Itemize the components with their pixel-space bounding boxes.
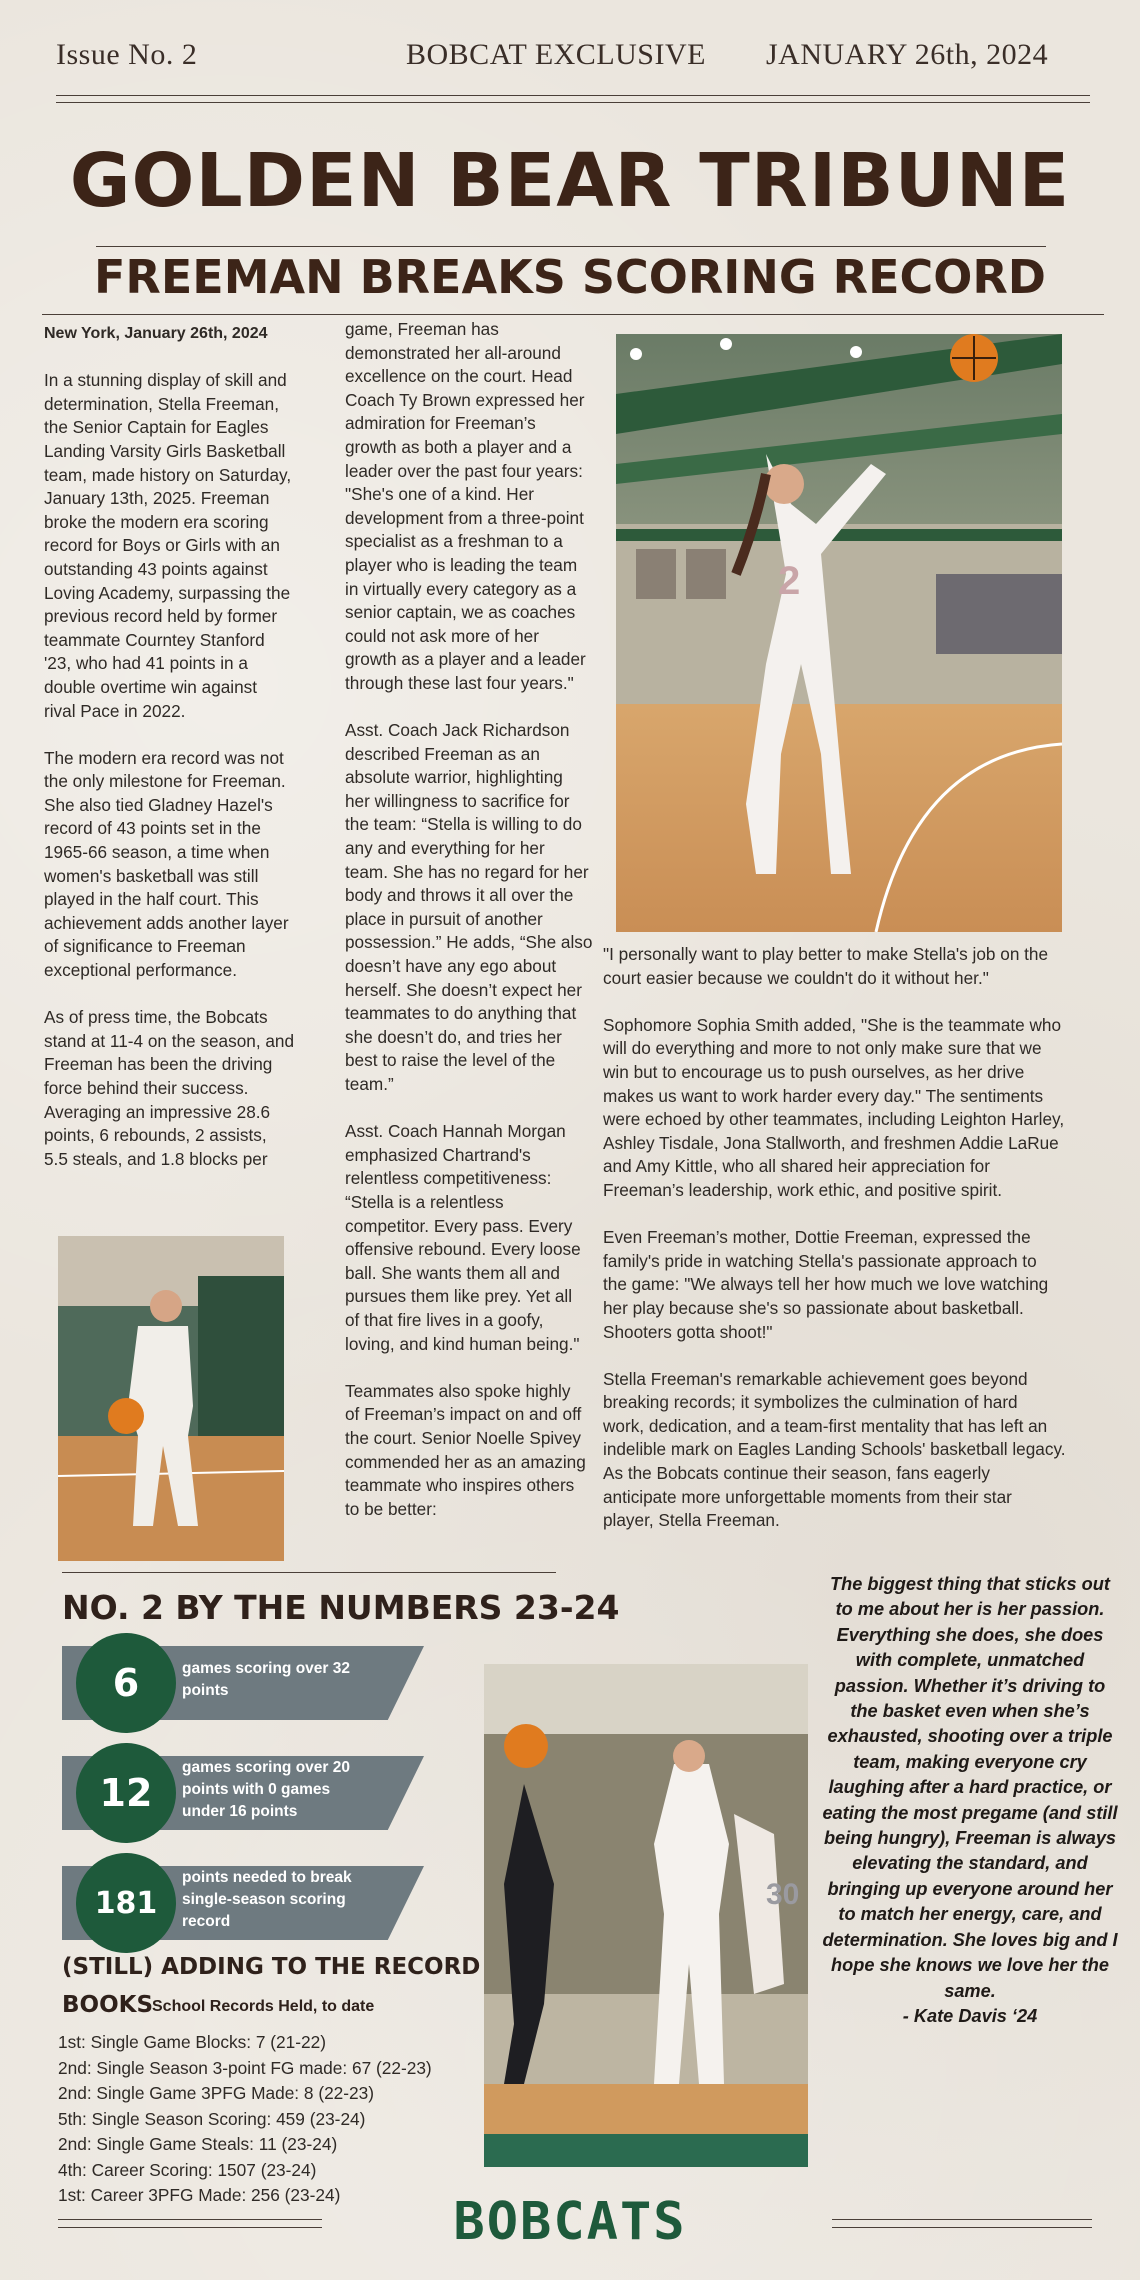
record-item: 5th: Single Season Scoring: 459 (23-24) xyxy=(58,2108,366,2129)
pull-quote xyxy=(820,1572,1120,2029)
photo-rebound xyxy=(484,1664,808,2167)
footer-rule-right xyxy=(832,2219,1092,2220)
paragraph: Stella Freeman's remarkable achievement goes beyond breaking records; it symbolizes the culmination of hard work, dedication, and a team-first mentality that has left an indelible mark on Eagles Landing Schools' basketball legacy. As the Bobcats continue their season, fans eagerly anticipate more unforgettable moments from their star player, Stella Freeman. xyxy=(603,1368,1066,1531)
photo-dribbling xyxy=(58,1236,284,1561)
quote-paragraph: "I personally want to play better to make Stella's job on the court easier because we couldn't do it without her." xyxy=(603,944,1049,988)
main-photo-jumpshot xyxy=(616,334,1062,932)
stat-label: games scoring over 20 points with 0 games under 16 points xyxy=(182,1759,350,1820)
paragraph: As of press time, the Bobcats stand at 11-4 on the season, and Freeman has been the driving force behind their success. Averaging an impressive 28.6 points, 6 rebounds, 2 assists, 5.5 steals, and 1.8 blocks per xyxy=(44,1007,295,1169)
article-column-1 xyxy=(44,322,320,1195)
stats-rule xyxy=(62,1572,556,1573)
jersey-number: 2 xyxy=(778,559,801,603)
stat-label: games scoring over 32 points xyxy=(182,1660,350,1699)
paragraph: Asst. Coach Hannah Morgan emphasized Chartrand's relentless competitiveness: “Stella is a relentless competitor. Every pass. Every offensive rebound. Every loose ball. She wants them all and pursues them like prey. Yet all of that fire lives in a goofy, loving, and kind human being." xyxy=(345,1121,581,1354)
record-item: 2nd: Single Season 3-point FG made: 67 (22-23) xyxy=(58,2057,432,2078)
top-rule-2 xyxy=(56,102,1090,103)
paragraph: Teammates also spoke highly of Freeman’s impact on and off the court. Senior Noelle Spivey commended her as an amazing teammate who inspires others to be better: xyxy=(345,1380,586,1519)
record-item: 1st: Single Game Blocks: 7 (21-22) xyxy=(58,2032,326,2052)
paragraph: In a stunning display of skill and determination, Stella Freeman, the Senior Captain for Eagles Landing Varsity Girls Basketball team, made history on Saturday, January 13th, 2025. Freeman broke the modern era scoring record for Boys or Girls with an outstanding 43 points against Loving Academy, surpassing the previous record held by former teammate Courntey Stanford '23, who had 41 points in a double overtime win against rival Pace in 2022. xyxy=(44,370,292,721)
stats-title: NO. 2 BY THE NUMBERS 23-24 xyxy=(62,1588,620,1627)
headline: FREEMAN BREAKS SCORING RECORD xyxy=(94,250,1046,304)
headline-rule-top xyxy=(96,246,1046,247)
headline-rule-bottom xyxy=(42,314,1104,315)
quote-text: The biggest thing that sticks out to me about her is her passion. Everything she does, she does with complete, unmatched passion. Whether it’s driving to the basket even when she’s exhausted, shooting over a triple team, making everyone cry laughing after a hard practice, or eating the most pregame (and still being hungry), Freeman is always elevating the standard, and bringing up everyone around her to match her energy, care, and determination. She loves big and I hope she knows we love her the same. xyxy=(822,1574,1118,2001)
paragraph: Asst. Coach Jack Richardson described Freeman as an absolute warrior, highlighting her willingness to sacrifice for the team: “Stella is willing to do any and everything for her team. She has no regard for her body and throws it all over the place in pursuit of another possession.” He adds, “She also doesn’t have any ego about herself. She doesn’t expect her teammates to do anything that she doesn’t do, and tries her best to raise the level of the team.” xyxy=(345,720,593,1094)
stat-number: 12 xyxy=(76,1743,176,1843)
records-heading: (STILL) ADDING TO THE RECORD xyxy=(62,1954,481,1980)
dateline: New York, January 26th, 2024 xyxy=(44,325,268,342)
player-jersey-number: 30 xyxy=(766,1878,800,1911)
top-rule xyxy=(56,95,1090,96)
records-subtitle: School Records Held, to date xyxy=(152,1998,375,2015)
footer-rule-right-2 xyxy=(832,2227,1092,2228)
paragraph: The modern era record was not the only milestone for Freeman. She also tied Gladney Hazel's record of 43 points set in the 1965-66 season, a time when women's basketball was still played in the half court. This achievement adds another layer of significance to Freeman exceptional performance. xyxy=(44,747,289,981)
stat-number: 181 xyxy=(76,1853,176,1953)
paragraph: game, Freeman has demonstrated her all-around excellence on the court. Head Coach Ty Brown expressed her admiration for Freeman’s growth as both a player and a leader over the past four years: "She's one of a kind. Her development from a three-point specialist as a freshman to a player who is leading the team in virtually every category as a senior captain, we as coaches could not ask more of her growth as a player and a leader through these last four years." xyxy=(345,319,586,693)
record-item: 2nd: Single Game 3PFG Made: 8 (22-23) xyxy=(58,2083,375,2103)
issue-number: Issue No. 2 xyxy=(56,38,198,71)
paragraph: Sophomore Sophia Smith added, "She is the teammate who will do everything and more to not only make sure that we win but to encourage us to push ourselves, as her drive makes us want to work harder every day." The sentiments were echoed by other teammates, including Leighton Harley, Ashley Tisdale, Jona Stallworth, and freshmen Addie LaRue and Amy Kittle, who all shared heir appreciation for Freeman’s leadership, work ethic, and positive spirit. xyxy=(603,1014,1065,1200)
stat-label: points needed to break single-season scoring record xyxy=(182,1869,352,1930)
bobcats-logo: BOBCATS xyxy=(453,2192,687,2252)
article-column-3 xyxy=(603,943,1113,1556)
paper-title: GOLDEN BEAR TRIBUNE xyxy=(69,138,1071,224)
issue-date: JANUARY 26th, 2024 xyxy=(766,38,1049,71)
records-list xyxy=(58,2030,432,2209)
record-item: 1st: Career 3PFG Made: 256 (23-24) xyxy=(58,2185,341,2205)
stat-number: 6 xyxy=(76,1633,176,1733)
records-heading-books: BOOKS xyxy=(62,1992,154,2018)
record-item: 2nd: Single Game Steals: 11 (23-24) xyxy=(58,2134,338,2154)
exclusive-label: BOBCAT EXCLUSIVE xyxy=(406,38,706,71)
record-item: 4th: Career Scoring: 1507 (23-24) xyxy=(58,2159,317,2180)
article-column-2 xyxy=(345,318,607,1545)
quote-attribution: - Kate Davis ‘24 xyxy=(902,2005,1038,2026)
paragraph: Even Freeman’s mother, Dottie Freeman, expressed the family's pride in watching Stella's passionate approach to the game: "We always tell her how much we love watching her play because she's so passionate about basketball. Shooters gotta shoot!" xyxy=(603,1227,1049,1342)
